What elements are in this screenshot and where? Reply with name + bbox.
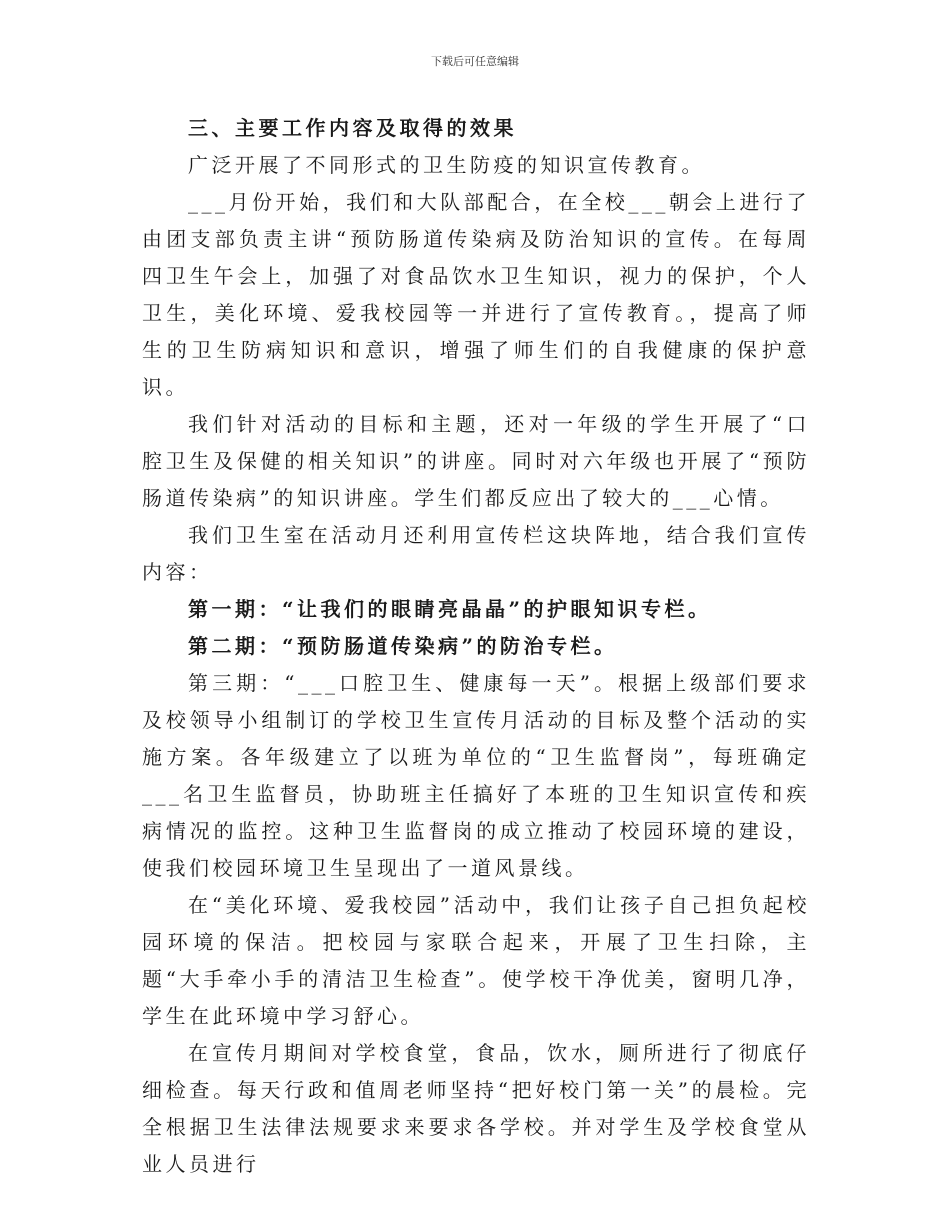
section-heading: 三、主要工作内容及取得的效果 <box>188 116 517 140</box>
issue-two-line: 第二期：“预防肠道传染病”的防治专栏。 <box>188 634 618 658</box>
paragraph: 在“美化环境、爱我校园”活动中，我们让孩子自己担负起校园环境的保洁。把校园与家联合起来，开展了卫生扫除，主题“大手牵小手的清洁卫生检查”。使学校干净优美，窗明几净，学生在此环境中学习舒心。 <box>142 893 810 1028</box>
paragraph: 广泛开展了不同形式的卫生防疫的知识宣传教育。 <box>188 153 705 177</box>
page-header-note: 下载后可任意编辑 <box>431 55 519 68</box>
paragraph: 我们针对活动的目标和主题，还对一年级的学生开展了“口腔卫生及保健的相关知识”的讲座。同时对六年级也开展了“预防肠道传染病”的知识讲座。学生们都反应出了较大的___心情。 <box>142 412 810 510</box>
paragraph: 我们卫生室在活动月还利用宣传栏这块阵地，结合我们宣传内容： <box>142 523 810 584</box>
paragraph: 第三期：“___口腔卫生、健康每一天”。根据上级部们要求及校领导小组制订的学校卫生宣传月活动的目标及整个活动的实施方案。各年级建立了以班为单位的“卫生监督岗”，每班确定___名卫生监督员，协助班主任搞好了本班的卫生知识宣传和疾病情况的监控。这种卫生监督岗的成立推动了校园环境的建设，使我们校园环境卫生呈现出了一道风景线。 <box>142 671 810 880</box>
paragraph: ___月份开始，我们和大队部配合，在全校___朝会上进行了由团支部负责主讲“预防肠道传染病及防治知识的宣传。在每周四卫生午会上，加强了对食品饮水卫生知识，视力的保护，个人卫生，美化环境、爱我校园等一并进行了宣传教育。，提高了师生的卫生防病知识和意识，增强了师生们的自我健康的保护意识。 <box>142 190 810 399</box>
issue-one-line: 第一期：“让我们的眼睛亮晶晶”的护眼知识专栏。 <box>188 597 712 621</box>
paragraph: 在宣传月期间对学校食堂，食品，饮水，厕所进行了彻底仔细检查。每天行政和值周老师坚持“把好校门第一关”的晨检。完全根据卫生法律法规要求来要求各学校。并对学生及学校食堂从业人员进行 <box>142 1041 810 1176</box>
document-body <box>142 110 810 1183</box>
